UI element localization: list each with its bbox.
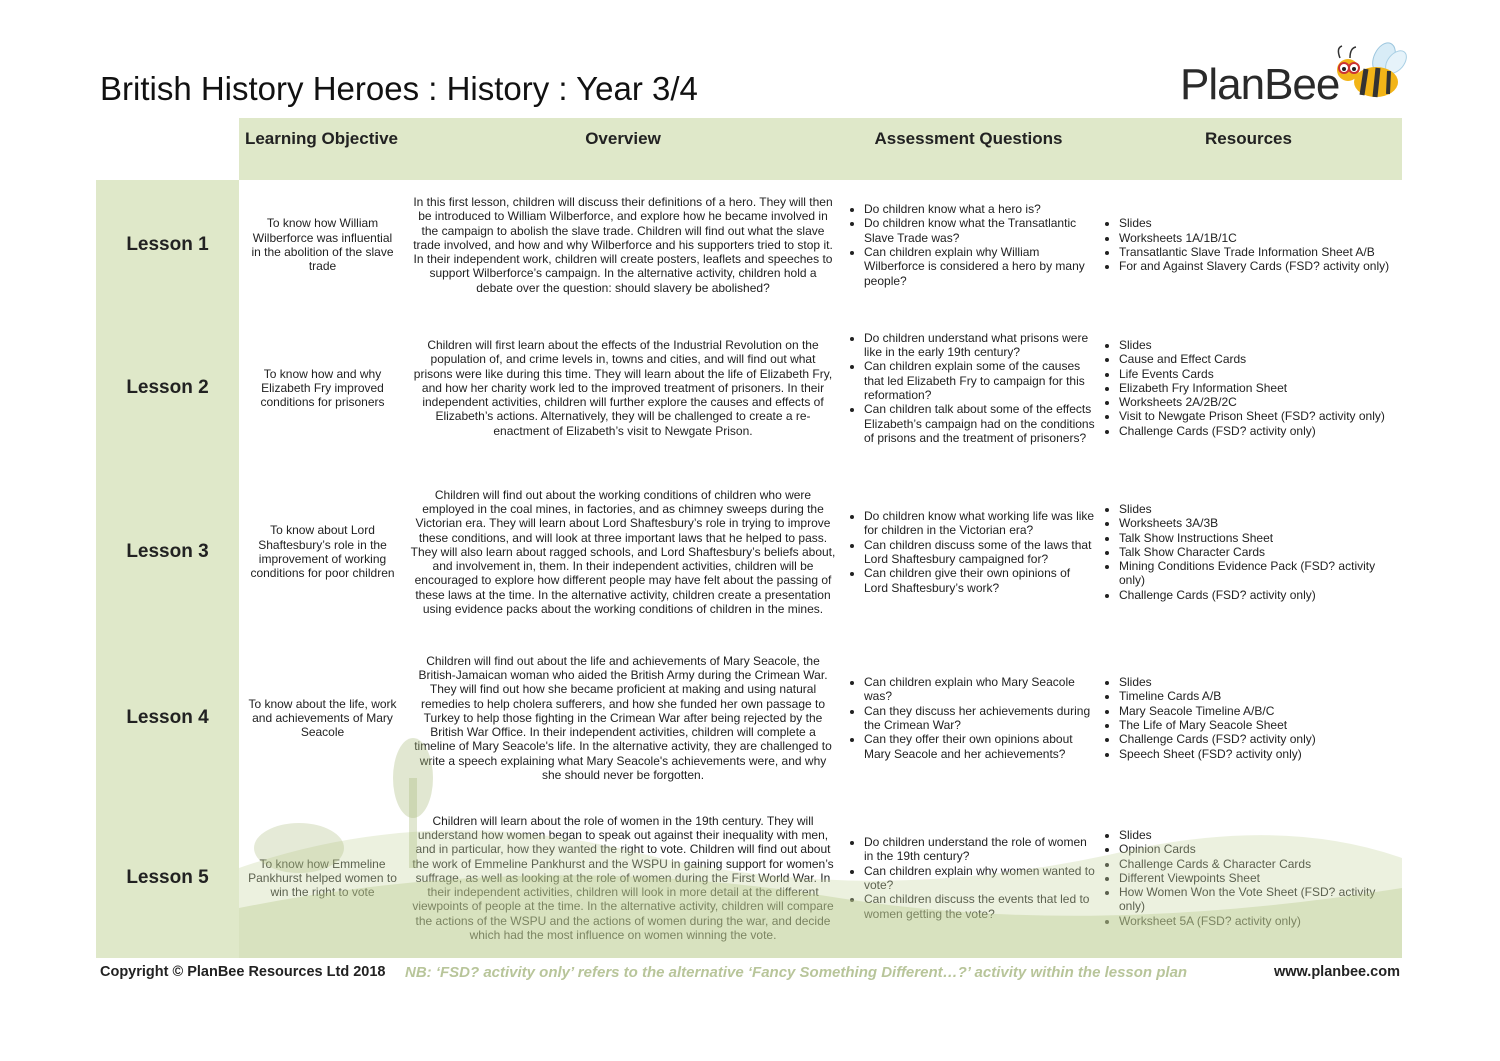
question-item: • Can children discuss some of the laws that Lord Shaftesbury campaigned for? <box>864 538 1095 567</box>
overview-cell: In this first lesson, children will discuss their definitions of a hero. They will then be introduced to William Wilberforce, and explore how he became involved in the campaign to abolish the slave trade. Children will find out what the slave trade involved, and how and why Wilberforce and his supporters tried to stop it. In their independent work, children will create posters, leaflets and speeches to support Wilberforce’s campaign. In the alternative activity, children hold a debate over the question: should slavery be abolished? <box>406 182 840 308</box>
overview-cell: Children will find out about the life and achievements of Mary Seacole, the British-Jamaican woman who aided the British Army during the Crimean War. They will find out how she became proficient at making and using natural remedies to help cholera sufferers, and how she funded her own passage to Turkey to help those fighting in the Crimean War after being rejected by the British War Office. In their independent activities, children will complete a timeline of Mary Seacole's life. In the alternative activity, they are challenged to write a speech explaining what Mary Seacole's achievements were, and why she should never be forgotten. <box>406 640 840 796</box>
resource-item: • Timeline Cards A/B <box>1119 689 1316 703</box>
resource-item: • Mary Seacole Timeline A/B/C <box>1119 704 1316 718</box>
copyright-text: Copyright © PlanBee Resources Ltd 2018 <box>100 964 386 980</box>
resource-item: • Opinion Cards <box>1119 842 1400 856</box>
assessment-cell <box>842 800 1095 956</box>
resource-item: • Slides <box>1119 216 1389 230</box>
resource-item: • Challenge Cards (FSD? activity only) <box>1119 424 1385 438</box>
resource-item: • Elizabeth Fry Information Sheet <box>1119 381 1385 395</box>
resource-item: • Worksheets 3A/3B <box>1119 516 1400 530</box>
question-item: • Do children know what the Transatlantic Slave Trade was? <box>864 216 1095 245</box>
resource-item: • Slides <box>1119 338 1385 352</box>
resource-item: • Talk Show Instructions Sheet <box>1119 531 1400 545</box>
assessment-cell <box>842 640 1095 796</box>
lesson-label: Lesson 1 <box>126 234 209 255</box>
resource-item: • The Life of Mary Seacole Sheet <box>1119 718 1316 732</box>
page-title: British History Heroes : History : Year 3/4 <box>100 70 698 107</box>
resources-cell <box>1097 800 1400 956</box>
resource-item: • Worksheets 1A/1B/1C <box>1119 231 1389 245</box>
overview-cell: Children will learn about the role of women in the 19th century. They will understand how women began to speak out against their inequality with men, and in particular, how they wanted the right to vote. Children will find out about the work of Emmeline Pankhurst and the WSPU in gaining support for women’s suffrage, as well as looking at the role of women during the First World War. In their independent activities, children will look in more detail at the different viewpoints of people at the time. In the alternative activity, children will compare the actions of the WSPU and the actions of women during the war, and decide which had the most influence on women winning the vote. <box>406 800 840 956</box>
resource-item: • Transatlantic Slave Trade Information Sheet A/B <box>1119 245 1389 259</box>
bee-logo-icon <box>1332 42 1412 104</box>
question-item: • Do children know what working life was like for children in the Victorian era? <box>864 509 1095 538</box>
resource-item: • Worksheet 5A (FSD? activity only) <box>1119 914 1400 928</box>
resources-cell <box>1097 468 1400 636</box>
footnote-text: NB: ‘FSD? activity only’ refers to the alternative ‘Fancy Something Different…?’ activity within the lesson plan <box>405 964 1188 981</box>
objective-cell: To know about Lord Shaftesbury’s role in the improvement of working conditions for poor children <box>241 468 404 636</box>
planbee-logo: PlanBee <box>1180 60 1340 109</box>
assessment-cell <box>842 182 1095 308</box>
objective-cell: To know how and why Elizabeth Fry improved conditions for prisoners <box>241 312 404 464</box>
header-objective: Learning Objective <box>244 129 399 148</box>
lesson-label: Lesson 5 <box>126 867 209 888</box>
resource-item: • Worksheets 2A/2B/2C <box>1119 395 1385 409</box>
question-item: • Can they discuss her achievements during the Crimean War? <box>864 704 1095 733</box>
question-item: • Can children explain why women wanted to vote? <box>864 864 1095 893</box>
website-link[interactable]: www.planbee.com <box>1274 964 1400 980</box>
overview-cell: Children will find out about the working conditions of children who were employed in the coal mines, in factories, and as chimney sweeps during the Victorian era. They will learn about Lord Shaftesbury’s role in trying to improve these conditions, and will look at three important laws that he helped to pass. They will also learn about ragged schools, and Lord Shaftesbury’s beliefs about, and involvement in, them. In their independent activities, children will be encouraged to explore how different people may have felt about the passing of these laws at the time. In the alternative activity, children create a presentation using evidence packs about the working conditions of children in the mines. <box>406 468 840 636</box>
header-resources: Resources <box>1205 129 1292 148</box>
question-item: • Do children understand what prisons were like in the early 19th century? <box>864 331 1095 360</box>
header-assessment: Assessment Questions <box>874 129 1063 148</box>
objective-cell: To know how William Wilberforce was influential in the abolition of the slave trade <box>241 182 404 308</box>
assessment-cell <box>842 468 1095 636</box>
header-overview: Overview <box>585 129 661 148</box>
resource-item: • Challenge Cards (FSD? activity only) <box>1119 732 1316 746</box>
objective-cell: To know about the life, work and achievements of Mary Seacole <box>241 640 404 796</box>
question-item: • Can children discuss the events that led to women getting the vote? <box>864 892 1095 921</box>
resources-cell <box>1097 312 1400 464</box>
resource-item: • Visit to Newgate Prison Sheet (FSD? activity only) <box>1119 409 1385 423</box>
resource-item: • Slides <box>1119 502 1400 516</box>
lesson-label: Lesson 2 <box>126 377 209 398</box>
objective-cell: To know how Emmeline Pankhurst helped women to win the right to vote <box>241 800 404 956</box>
question-item: • Can children explain why William Wilberforce is considered a hero by many people? <box>864 245 1095 288</box>
resource-item: • Cause and Effect Cards <box>1119 352 1385 366</box>
overview-cell: Children will first learn about the effects of the Industrial Revolution on the population of, and crime levels in, towns and cities, and will find out what prisons were like during this time. They will learn about the life of Elizabeth Fry, and how her charity work led to the improved treatment of prisoners. In their independent activities, children will further explore the causes and effects of Elizabeth’s actions. Alternatively, they will be challenged to create a re-enactment of Elizabeth’s visit to Newgate Prison. <box>406 312 840 464</box>
question-item: • Can children give their own opinions of Lord Shaftesbury’s work? <box>864 566 1095 595</box>
assessment-cell <box>842 312 1095 464</box>
question-item: • Do children know what a hero is? <box>864 202 1095 216</box>
question-item: • Can they offer their own opinions about Mary Seacole and her achievements? <box>864 732 1095 761</box>
question-item: • Can children explain some of the causes that led Elizabeth Fry to campaign for this reformation? <box>864 359 1095 402</box>
resource-item: • Speech Sheet (FSD? activity only) <box>1119 747 1316 761</box>
resource-item: • Challenge Cards & Character Cards <box>1119 857 1400 871</box>
question-item: • Do children understand the role of women in the 19th century? <box>864 835 1095 864</box>
question-item: • Can children explain who Mary Seacole was? <box>864 675 1095 704</box>
resources-cell <box>1097 640 1400 796</box>
resource-item: • Life Events Cards <box>1119 367 1385 381</box>
question-item: • Can children talk about some of the effects Elizabeth’s campaign had on the conditions of prisons and the treatment of prisoners? <box>864 402 1095 445</box>
resource-item: • Slides <box>1119 828 1400 842</box>
lesson-label: Lesson 4 <box>126 707 209 728</box>
resource-item: • Challenge Cards (FSD? activity only) <box>1119 588 1400 602</box>
resource-item: • Slides <box>1119 675 1316 689</box>
resource-item: • Mining Conditions Evidence Pack (FSD? activity only) <box>1119 559 1400 588</box>
resources-cell <box>1097 182 1400 308</box>
resource-item: • Different Viewpoints Sheet <box>1119 871 1400 885</box>
resource-item: • Talk Show Character Cards <box>1119 545 1400 559</box>
resource-item: • How Women Won the Vote Sheet (FSD? activity only) <box>1119 885 1400 914</box>
resource-item: • For and Against Slavery Cards (FSD? activity only) <box>1119 259 1389 273</box>
lesson-label: Lesson 3 <box>126 541 209 562</box>
lesson-grid <box>96 118 1402 958</box>
